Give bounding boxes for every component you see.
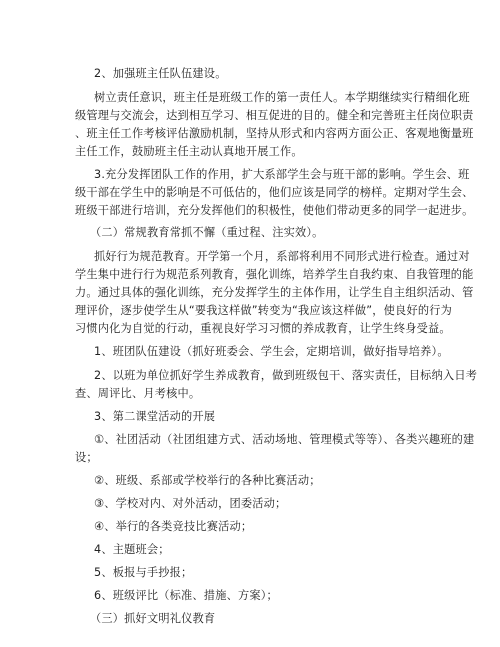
paragraph-line: 、班主任工作考核评估激励机制，坚持从形式和内容两方面公正、客观地衡量班: [75, 127, 474, 140]
list-item-line: 3、第二课堂活动的开展: [94, 410, 216, 423]
paragraph-line: 抓好行为规范教育。开学第一个月，系部将利用不同形式进行检查。通过对: [94, 250, 470, 263]
list-item-line: ①、社团活动（社团组建方式、活动场地、管理模式等等）、各类兴趣班的建: [94, 433, 475, 446]
list-item-line: 查、周评比、月考核中。: [75, 387, 201, 400]
list-item-line: 6、班级评比（标准、措施、方案）；: [94, 589, 278, 602]
paragraph-line: 班级干部进行培训，充分发挥他们的积极性，使他们带动更多的同学一起进步。: [75, 204, 474, 217]
paragraph-line: 级干部在学生中的影响是不可低估的，他们应该是同学的榜样。定期对学生会、: [75, 186, 474, 199]
paragraph-line: 习惯内化为自觉的行动，重视良好学习习惯的养成教育，让学生终身受益。: [75, 322, 451, 335]
paragraph-line: 主任工作，鼓励班主任主动认真地开展工作。: [75, 145, 303, 158]
paragraph-line: 级管理与交流会，达到相互学习、相互促进的目的。健全和完善班主任岗位职责: [75, 109, 474, 122]
paragraph-line: 树立责任意识，班主任是班级工作的第一责任人。本学期继续实行精细化班: [94, 91, 470, 104]
section-heading-line: 2、加强班主任队伍建设。: [94, 67, 227, 80]
paragraph-line: 理评价，逐步使学生从“要我这样做”转变为“我应该这样做”，使良好的行为: [75, 304, 452, 317]
paragraph-line: 3.充分发挥团队工作的作用，扩大系部学生会与班干部的影响。学生会、班: [94, 168, 470, 181]
list-item-line: ②、班级、系部或学校举行的各种比赛活动；: [94, 474, 321, 487]
list-item-line: 2、以班为单位抓好学生养成教育，做到班级包干、落实责任，目标纳入日考: [94, 369, 478, 382]
list-item-line: ④、举行的各类竞技比赛活动；: [94, 520, 253, 533]
paragraph-line: 力。通过具体的强化训练，充分发挥学生的主体作用，让学生自主组织活动、管: [75, 286, 474, 299]
list-item-line: 4、主题班会；: [94, 543, 170, 556]
list-item-line: ③、学校对内、对外活动，团委活动；: [94, 497, 287, 510]
list-item-line: 设；: [75, 451, 98, 464]
section-heading-line: （三）抓好文明礼仪教育: [90, 612, 216, 625]
list-item-line: 5、板报与手抄报；: [94, 566, 193, 579]
list-item-line: 1、班团队伍建设（抓好班委会、学生会，定期培训，做好指导培养）。: [94, 345, 449, 358]
section-heading-line: （二）常规教育常抓不懈（重过程、注实效）。: [90, 226, 324, 239]
paragraph-line: 学生集中进行行为规范系列教育，强化训练，培养学生自我约束、自我管理的能: [75, 268, 474, 281]
